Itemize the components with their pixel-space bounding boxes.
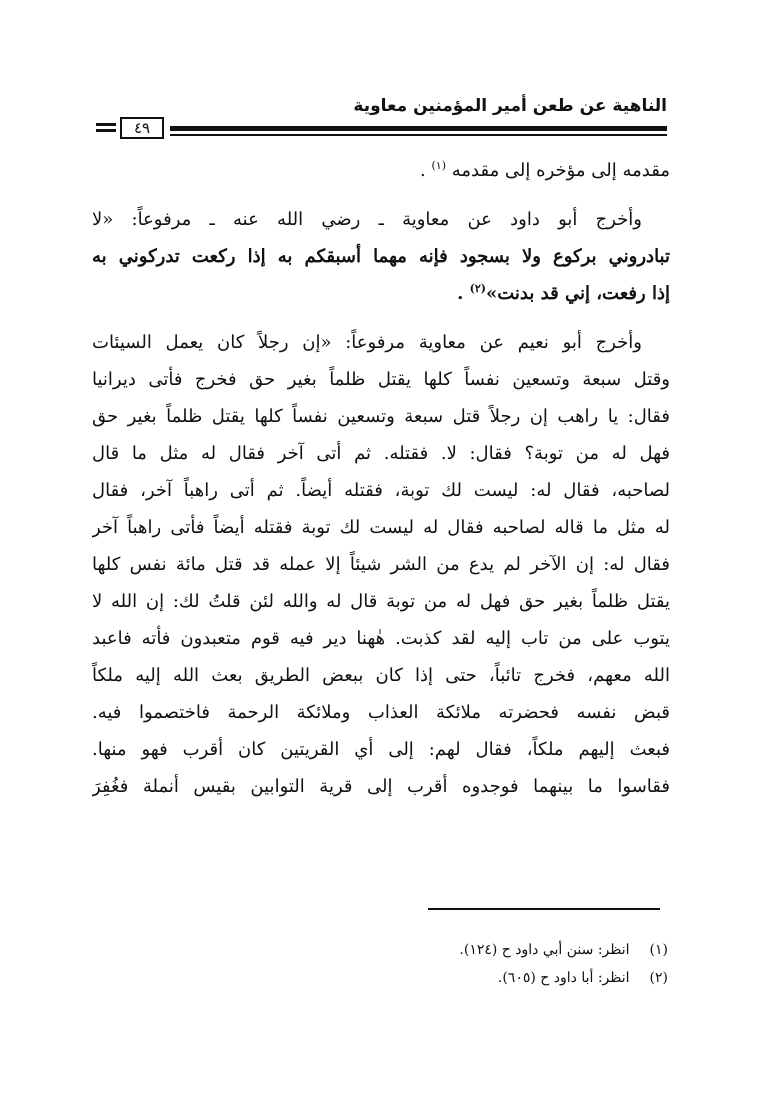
text-line: لصاحبه، فقال له: ليست لك توبة، فقتله أيضاً. ثم أتى راهباً آخر، فقال bbox=[92, 480, 670, 501]
footnote-item bbox=[92, 936, 668, 964]
footnote-text: انظر: أبا داود ح (٦٠٥). bbox=[497, 970, 630, 986]
text-line: وأخرج أبو نعيم عن معاوية مرفوعاً: «إن رجلاً كان يعمل السيئات bbox=[92, 332, 642, 353]
text-line: تبادروني بركوع ولا بسجود فإنه مهما أسبقكم به إذا ركعت تدركوني به bbox=[92, 246, 670, 267]
text-line: وقتل سبعة وتسعين نفساً كلها يقتل ظلماً بغير حق فخرج فأتى ديرانيا bbox=[92, 369, 670, 390]
footnote-text: انظر: سنن أبي داود ح (١٢٤). bbox=[459, 942, 630, 958]
text-line: مقدمه إلى مؤخره إلى مقدمه $^{(١)}$ . bbox=[420, 159, 670, 181]
header-rule-thick bbox=[170, 126, 667, 131]
text-line: فقال: يا راهب إن رجلاً قتل سبعة وتسعين نفساً كلها يقتل ظلماً بغير حق bbox=[92, 406, 670, 427]
text-line: يقتل ظلماً بغير حق فهل له من توبة قال له والله لئن قلتُ لك: إن الله لا bbox=[92, 591, 670, 612]
text-line: فهل له من توبة؟ فقال: لا. فقتله. ثم أتى آخر فقال له مثل ما قال bbox=[92, 443, 670, 464]
page-number: ٤٩ bbox=[120, 117, 164, 139]
text-line: له مثل ما قاله لصاحبه فقال له ليست لك توبة فقتله أيضاً فأتى راهباً آخر bbox=[92, 517, 670, 538]
paragraph-gap bbox=[92, 189, 670, 201]
text-line: فقال له: إن الآخر لم يدع من الشر شيئاً إلا عمله قد قتل مائة نفس كلها bbox=[92, 554, 670, 575]
header-rule-thin bbox=[170, 134, 667, 136]
footnote-number: (١) bbox=[649, 942, 668, 958]
header-ornament-dash bbox=[96, 129, 116, 132]
running-header bbox=[92, 92, 667, 140]
footnote-number: (٢) bbox=[649, 970, 668, 986]
footnote-item bbox=[92, 964, 668, 992]
footnote-ref: (٢) bbox=[469, 282, 486, 295]
text-line: يتوب على من تاب إليه لقد كذبت. هٰهنا دير فيه قوم متعبدون فأته فاعبد bbox=[92, 628, 670, 649]
text-line: فبعث إليهم ملكاً، فقال لهم: إلى أي القريتين كان أقرب فهو منها. bbox=[92, 739, 670, 760]
text-line: الله معهم، فخرج تائباً، حتى إذا كان ببعض الطريق بعث الله إليه ملكاً bbox=[92, 665, 670, 686]
text-line: قبض نفسه فحضرته ملائكة العذاب وملائكة الرحمة فاختصموا فيه. bbox=[92, 702, 670, 723]
text-line: فقاسوا ما بينهما فوجدوه أقرب إلى قرية التوابين بقيس أنملة فغُفِرَ bbox=[92, 776, 670, 797]
paragraph-gap bbox=[92, 312, 670, 324]
footnote-separator bbox=[428, 908, 660, 910]
header-title: الناهية عن طعن أمير المؤمنين معاوية bbox=[353, 96, 667, 116]
text-line: إذا رفعت، إني قد بدنت»$^{(٢)}$ . bbox=[457, 282, 670, 304]
main-text bbox=[92, 152, 670, 805]
text-line: وأخرج أبو داود عن معاوية ـ رضي الله عنه ـ مرفوعاً: «لا bbox=[92, 209, 642, 230]
footnotes bbox=[92, 936, 668, 992]
header-ornament-dash bbox=[96, 123, 116, 126]
footnote-ref: (١) bbox=[431, 159, 446, 172]
